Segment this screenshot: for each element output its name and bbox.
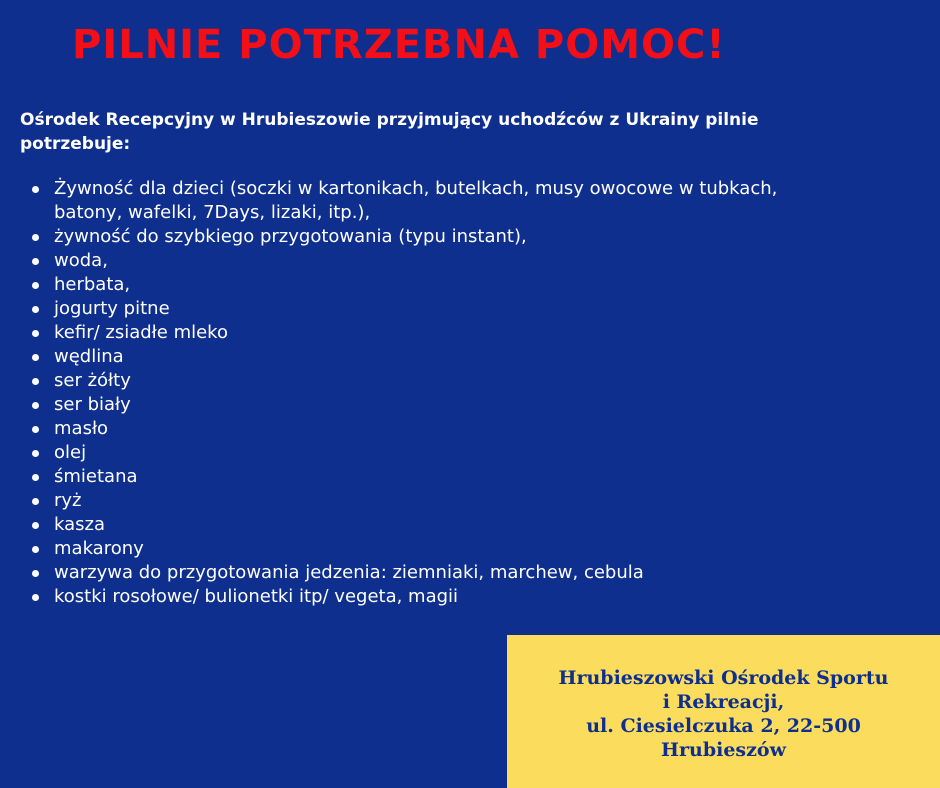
list-item <box>20 585 810 609</box>
list-item <box>20 273 810 297</box>
list-item-text: olej <box>54 442 87 463</box>
list-item <box>20 249 810 273</box>
list-item-text: masło <box>54 418 109 439</box>
list-item-text: Żywność dla dzieci (soczki w kartonikach, butelkach, musy owocowe w tubkach, batony, wafelki, 7Days, lizaki, itp.), <box>54 178 778 223</box>
list-item-text: jogurty pitne <box>54 298 170 319</box>
address-line-city: Hrubieszów <box>661 738 786 761</box>
address-text <box>559 662 889 762</box>
address-box <box>507 635 940 788</box>
list-item <box>20 225 810 249</box>
list-item-text: makarony <box>54 538 144 559</box>
bullet-icon <box>32 282 39 289</box>
bullet-icon <box>32 378 39 385</box>
list-item <box>20 177 810 225</box>
bullet-icon <box>32 258 39 265</box>
bullet-icon <box>32 354 39 361</box>
list-item-text: śmietana <box>54 466 138 487</box>
list-item-text: kefir/ zsiadłe mleko <box>54 322 228 343</box>
bullet-icon <box>32 234 39 241</box>
list-item-text: ryż <box>54 490 82 511</box>
list-item-text: warzywa do przygotowania jedzenia: ziemniaki, marchew, cebula <box>54 562 644 583</box>
bullet-icon <box>32 402 39 409</box>
list-item-text: herbata, <box>54 274 131 295</box>
list-item <box>20 465 810 489</box>
bullet-icon <box>32 522 39 529</box>
list-item <box>20 417 810 441</box>
list-item <box>20 345 810 369</box>
list-item-text: kostki rosołowe/ bulionetki itp/ vegeta, magii <box>54 586 459 607</box>
bullet-icon <box>32 426 39 433</box>
bullet-icon <box>32 594 39 601</box>
bullet-icon <box>32 186 39 193</box>
bullet-icon <box>32 450 39 457</box>
list-item <box>20 537 810 561</box>
intro-text: Ośrodek Recepcyjny w Hrubieszowie przyjmujący uchodźców z Ukrainy pilnie potrzebuje: <box>20 110 759 154</box>
bullet-icon <box>32 474 39 481</box>
bullet-icon <box>32 546 39 553</box>
list-item <box>20 561 810 585</box>
address-line-street: ul. Ciesielczuka 2, 22-500 <box>586 714 861 737</box>
bullet-icon <box>32 306 39 313</box>
list-item-text: kasza <box>54 514 105 535</box>
bullet-icon <box>32 570 39 577</box>
list-item <box>20 489 810 513</box>
address-line-name: Hrubieszowski Ośrodek Sportu <box>558 666 889 689</box>
address-line-name-cont: i Rekreacji, <box>662 690 785 713</box>
list-item-text: ser biały <box>54 394 131 415</box>
list-item <box>20 297 810 321</box>
bullet-icon <box>32 330 39 337</box>
list-item <box>20 321 810 345</box>
list-item <box>20 513 810 537</box>
list-item <box>20 393 810 417</box>
list-item-text: woda, <box>54 250 108 271</box>
list-item-text: ser żółty <box>54 370 131 391</box>
bullet-icon <box>32 498 39 505</box>
needs-list <box>20 177 810 609</box>
list-item <box>20 369 810 393</box>
list-item-text: wędlina <box>54 346 124 367</box>
list-item <box>20 441 810 465</box>
list-item-text: żywność do szybkiego przygotowania (typu instant), <box>54 226 527 247</box>
page-title: PILNIE POTRZEBNA POMOC! <box>72 22 726 68</box>
